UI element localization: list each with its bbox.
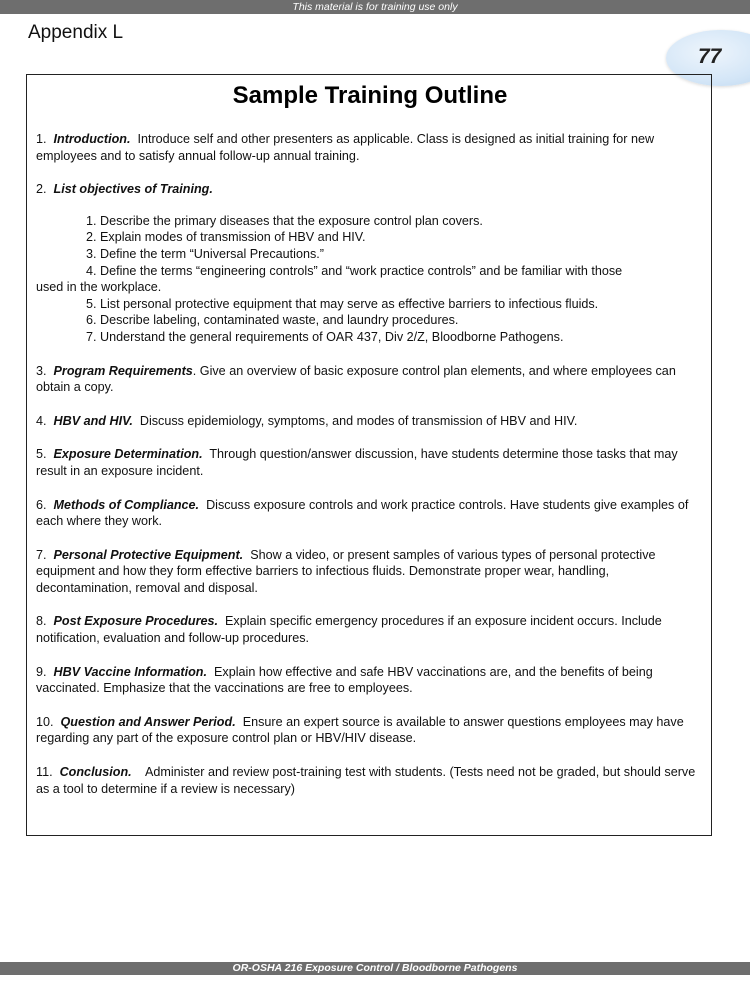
outline-item-question-answer <box>36 714 706 747</box>
item-number: 11. <box>36 765 53 780</box>
item-text: Show a video, or present samples of various types of personal protective equipment and how they form effective barriers to infectious fluids. Demonstrate proper wear, handling, decontamination, removal and disposal. <box>36 547 656 595</box>
item-number: 3. <box>36 363 47 378</box>
item-number: 8. <box>36 614 47 629</box>
item-text: Introduce self and other presenters as applicable. Class is designed as initial training for new employees and to satisfy annual follow-up annual training. <box>36 132 655 163</box>
item-label: Question and Answer Period. <box>60 714 236 729</box>
course-footer-banner: OR-OSHA 216 Exposure Control / Bloodborne Pathogens <box>0 962 750 975</box>
appendix-label: Appendix L <box>28 22 124 43</box>
outline-item-program-requirements <box>36 363 706 396</box>
objective-item: 1. Describe the primary diseases that the exposure control plan covers. <box>86 213 483 228</box>
item-number: 4. <box>36 413 47 428</box>
item-label: HBV and HIV. <box>53 413 133 428</box>
item-number: 10. <box>36 714 54 729</box>
item-label: HBV Vaccine Information. <box>53 664 208 679</box>
outline-item-hbv-hiv <box>36 413 706 430</box>
item-text: Discuss exposure controls and work practice controls. Have students give examples of each where they work. <box>36 497 689 529</box>
item-label: List objectives of Training. <box>53 182 213 197</box>
outline-item-methods-of-compliance <box>36 497 706 530</box>
outline-title: Sample Training Outline <box>232 82 508 109</box>
item-text: Explain specific emergency procedures if an exposure incident occurs. Include notification, evaluation and follow-up procedures. <box>36 614 662 646</box>
outline-item-conclusion <box>36 764 706 797</box>
item-text: . Give an overview of basic exposure control plan elements, and where employees can obtain a copy. <box>36 363 676 395</box>
item-text: Administer and review post-training test with students. (Tests need not be graded, but should serve as a tool to determine if a review is necessary) <box>36 765 696 796</box>
objective-item: 3. Define the term “Universal Precautions.” <box>86 246 324 261</box>
item-number: 5. <box>36 447 47 462</box>
item-label: Personal Protective Equipment. <box>53 547 244 562</box>
outline-item-objectives <box>36 181 706 198</box>
objective-item-continuation: used in the workplace. <box>36 280 162 295</box>
item-number: 6. <box>36 497 47 512</box>
item-label: Introduction. <box>53 132 131 146</box>
objective-item: 7. Understand the general requirements of OAR 437, Div 2/Z, Bloodborne Pathogens. <box>86 329 564 344</box>
item-number: 9. <box>36 664 47 679</box>
outline-item-post-exposure <box>36 613 706 646</box>
outline-item-exposure-determination <box>36 446 706 479</box>
item-label: Post Exposure Procedures. <box>53 614 218 629</box>
outline-content <box>36 131 706 814</box>
item-text: Discuss epidemiology, symptoms, and modes of transmission of HBV and HIV. <box>139 413 578 428</box>
item-label: Exposure Determination. <box>53 447 203 462</box>
objective-item: 2. Explain modes of transmission of HBV and HIV. <box>86 230 366 245</box>
item-text: Ensure an expert source is available to answer questions employees may have regarding any part of the exposure control plan or HBV/HIV disease. <box>36 714 684 746</box>
item-number: 2. <box>36 182 47 197</box>
outline-item-hbv-vaccine <box>36 664 706 697</box>
item-number: 7. <box>36 547 47 562</box>
item-number: 1. <box>36 132 47 146</box>
objective-item: 6. Describe labeling, contaminated waste, and laundry procedures. <box>86 313 459 328</box>
page-number: 77 <box>698 45 722 68</box>
objective-item: 5. List personal protective equipment that may serve as effective barriers to infectious fluids. <box>86 296 599 311</box>
outline-item-introduction <box>36 131 706 164</box>
item-text: Explain how effective and safe HBV vaccinations are, and the benefits of being vaccinated. Emphasize that the vaccinations are free to employees. <box>36 664 653 696</box>
objectives-list <box>36 213 706 346</box>
item-label: Conclusion. <box>59 765 132 780</box>
item-label: Methods of Compliance. <box>53 497 200 512</box>
item-text: Through question/answer discussion, have students determine those tasks that may result in an exposure incident. <box>36 447 678 478</box>
objective-item: 4. Define the terms “engineering controls” and “work practice controls” and be familiar with those <box>86 263 623 278</box>
training-notice-banner: This material is for training use only <box>0 0 750 14</box>
outline-item-ppe <box>36 547 706 597</box>
item-label: Program Requirements <box>53 363 193 378</box>
